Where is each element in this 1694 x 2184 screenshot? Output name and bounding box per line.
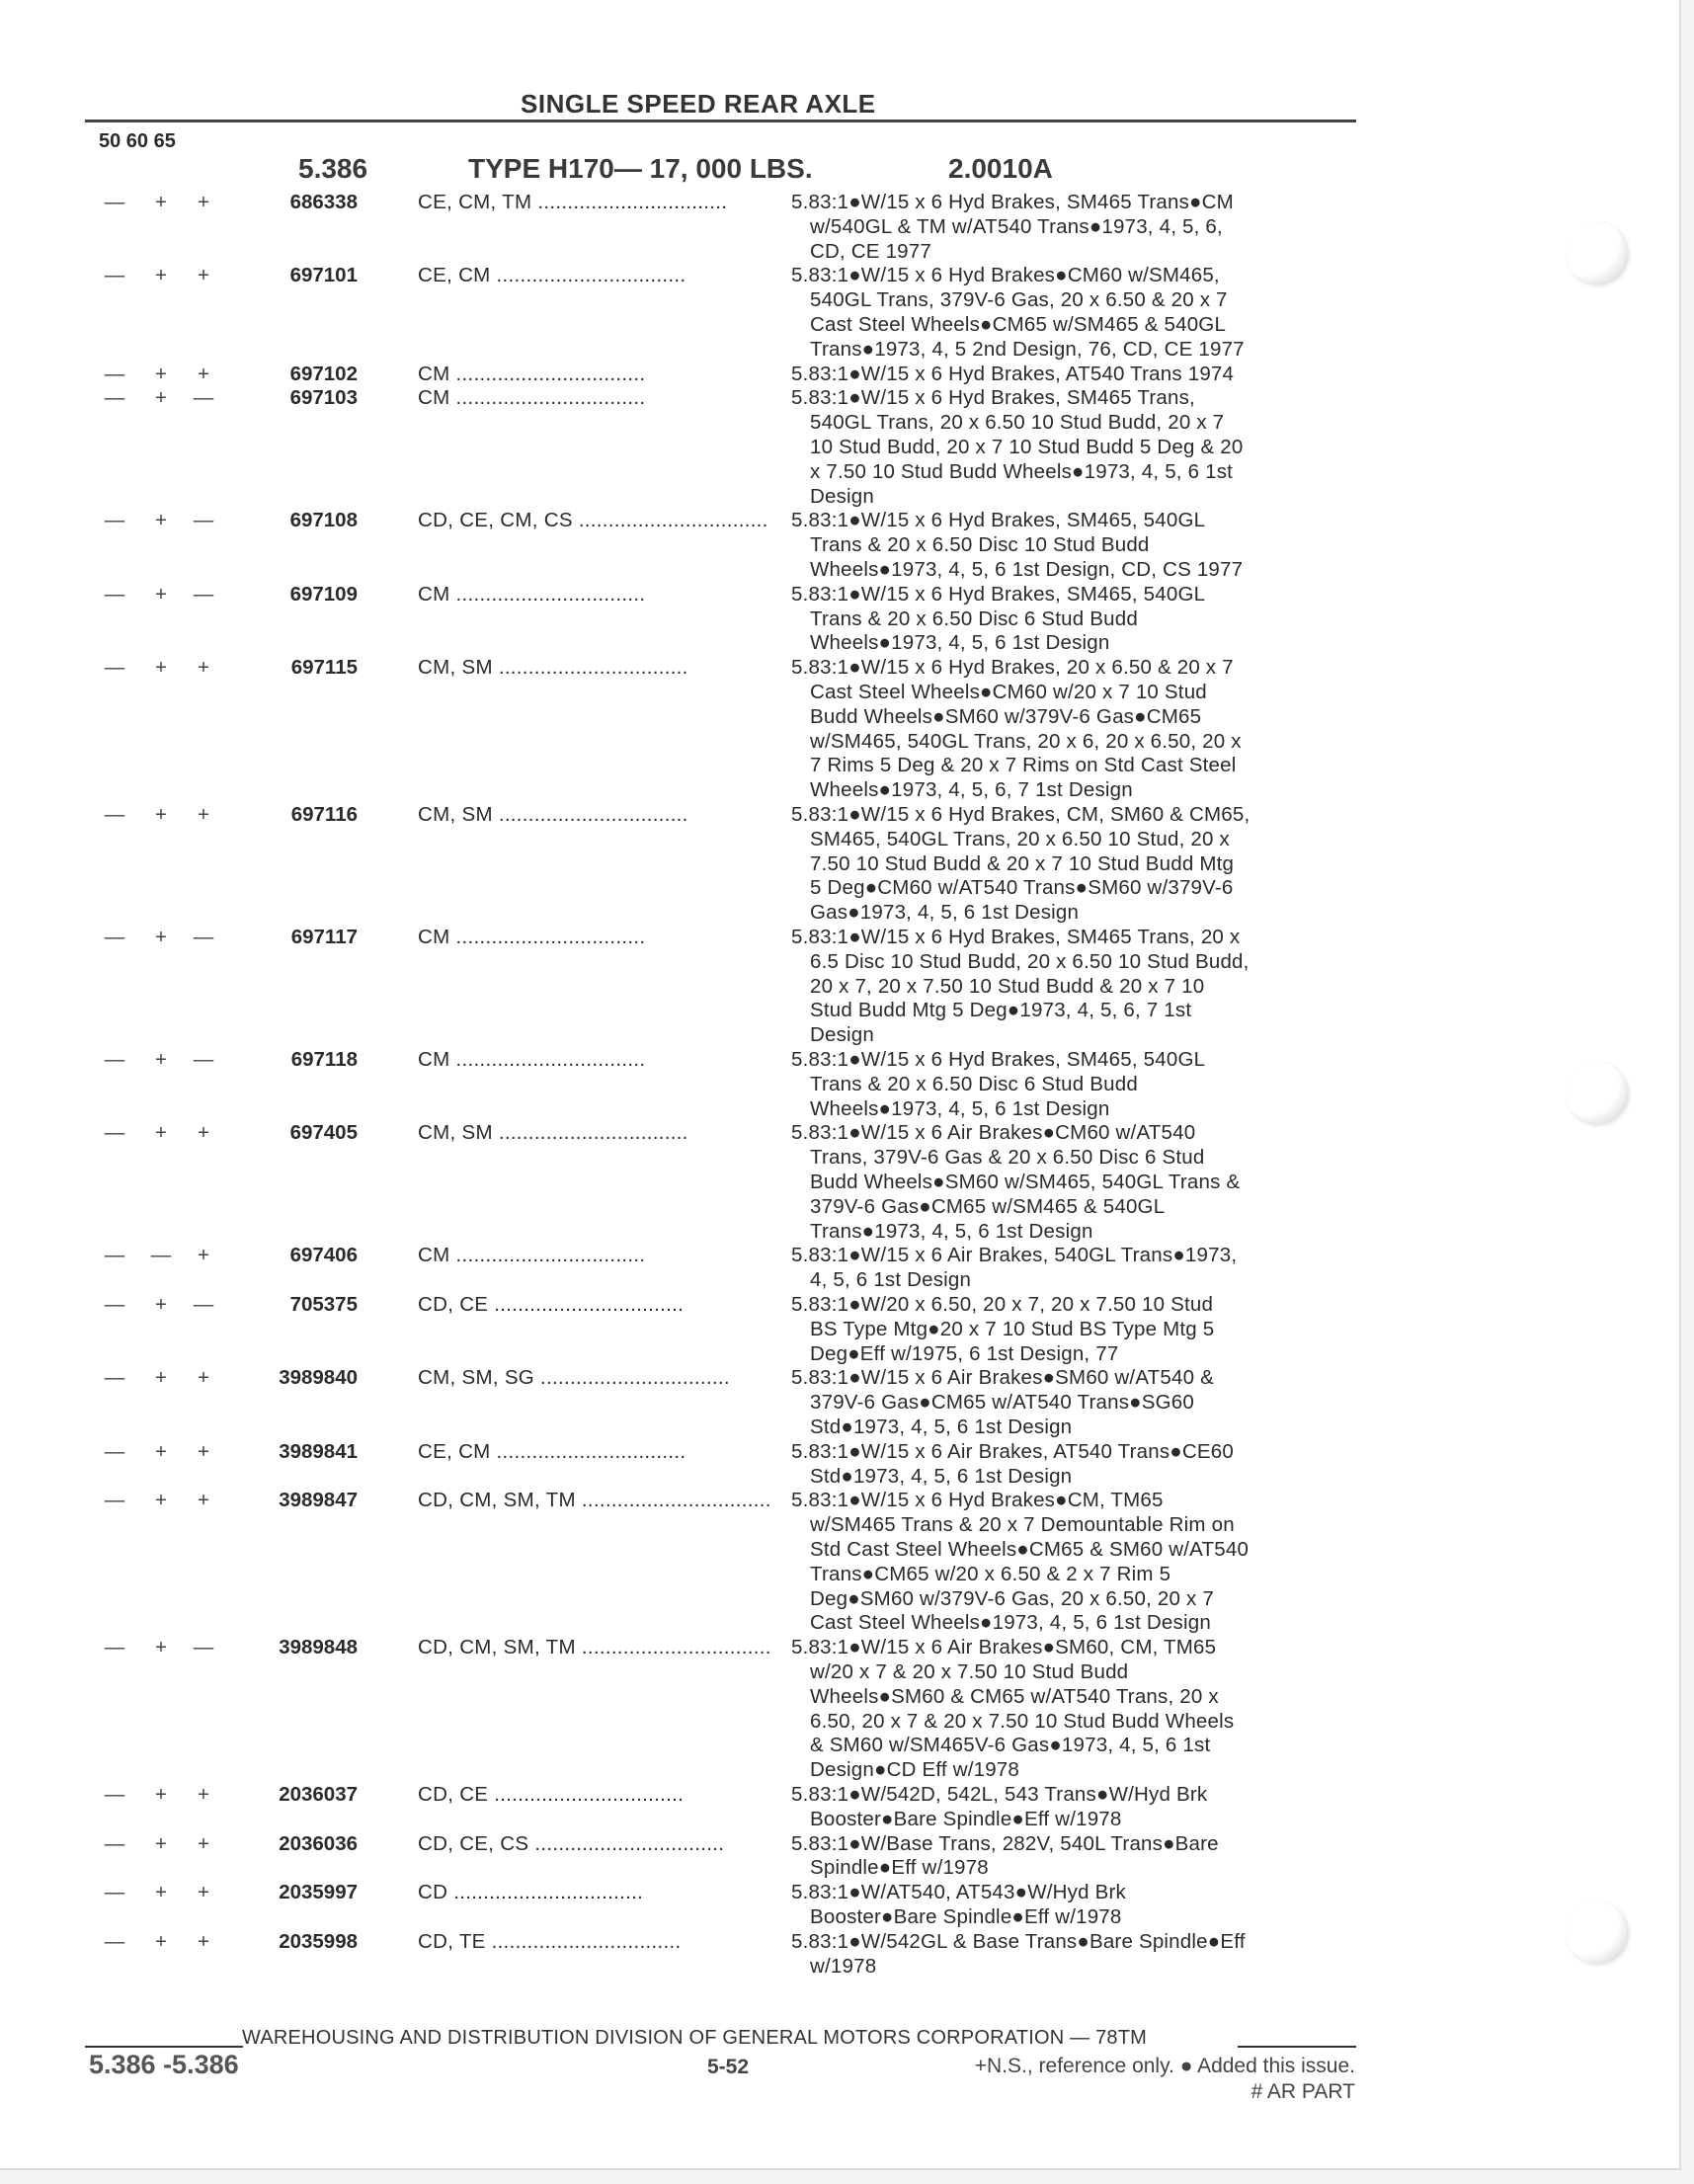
year-1960-mark: + [155,1293,167,1316]
description-line: 5.83:1●W/542D, 542L, 543 Trans●W/Hyd Brk [791,1783,1208,1806]
year-1960-mark: + [155,1489,167,1512]
description-line: 5.83:1●W/542GL & Base Trans●Bare Spindle●Eff [791,1929,1246,1953]
year-1965-mark: — [193,1048,214,1071]
part-number: 2035998 [279,1929,358,1953]
description-line: Booster●Bare Spindle●Eff w/1978 [810,1807,1122,1830]
model-codes: CE, CM ................................ [418,264,686,287]
year-1960-mark: + [155,1366,167,1390]
description-line: BS Type Mtg●20 x 7 10 Stud BS Type Mtg 5 [810,1317,1215,1340]
part-description [791,656,1364,803]
description-line: Booster●Bare Spindle●Eff w/1978 [810,1904,1122,1928]
description-line: Std●1973, 4, 5, 6 1st Design [810,1415,1073,1438]
table-row [0,1881,1383,1930]
description-line: 5.83:1●W/Base Trans, 282V, 540L Trans●Bare [791,1831,1219,1855]
year-1960-mark: + [155,509,167,532]
year-1965-mark: + [198,264,209,287]
table-row [0,1244,1383,1293]
description-line: 6.50, 20 x 7 & 20 x 7.50 10 Stud Budd Wheels [810,1709,1235,1733]
part-number: 697101 [289,264,358,287]
part-description [791,191,1364,264]
year-1965-mark: + [198,1831,209,1855]
year-1960-mark: + [155,1881,167,1904]
description-line: Design [810,484,875,508]
year-1965-mark: + [198,1366,209,1390]
description-line: Wheels●1973, 4, 5, 6 1st Design [810,1096,1110,1120]
year-1950-mark: — [104,1636,125,1659]
description-line: Cast Steel Wheels●CM65 w/SM465 & 540GL [810,312,1227,336]
part-description [791,264,1364,362]
model-codes: CD, CE, CS ................................ [418,1831,725,1855]
year-1960-mark: + [155,1636,167,1659]
description-line: Trans & 20 x 6.50 Disc 10 Stud Budd [810,533,1150,557]
part-number: 697108 [289,509,358,532]
table-row [0,803,1383,926]
year-1965-mark: — [193,509,214,532]
part-number: 697406 [289,1244,358,1267]
part-description [791,1121,1364,1244]
part-number: 3989840 [279,1366,358,1390]
group-type: TYPE H170— 17, 000 LBS. [468,153,813,184]
part-description [791,386,1364,509]
description-line: 5.83:1●W/15 x 6 Hyd Brakes, AT540 Trans 1974 [791,362,1235,385]
page-title: SINGLE SPEED REAR AXLE [521,89,876,119]
year-1965-mark: — [193,1293,214,1316]
description-line: 5.83:1●W/15 x 6 Air Brakes, AT540 Trans●CE60 [791,1439,1234,1463]
description-line: Trans●1973, 4, 5 2nd Design, 76, CD, CE 1977 [810,337,1245,361]
description-line: Trans & 20 x 6.50 Disc 6 Stud Budd [810,607,1138,630]
year-1950-mark: — [104,926,125,948]
description-line: 6.5 Disc 10 Stud Budd, 20 x 6.50 10 Stud Budd, [810,949,1250,973]
description-line: Cast Steel Wheels●1973, 4, 5, 6 1st Design [810,1611,1211,1635]
description-line: Gas●1973, 4, 5, 6 1st Design [810,901,1080,925]
part-description [791,1832,1364,1882]
description-line: 379V-6 Gas●CM65 w/SM465 & 540GL [810,1194,1166,1218]
table-row [0,1930,1383,1980]
description-line: Budd Wheels●SM60 w/379V-6 Gas●CM65 [810,704,1202,728]
model-codes: CM ................................ [418,582,646,606]
table-row [0,264,1383,362]
footer-division: WAREHOUSING AND DISTRIBUTION DIVISION OF GENERAL MOTORS CORPORATION — 78TM [242,2027,1148,2049]
year-1960-mark: + [155,1121,167,1145]
year-1965-mark: + [198,1489,209,1512]
model-codes: CD ................................ [418,1881,644,1904]
description-line: Wheels●1973, 4, 5, 6 1st Design, CD, CS 1977 [810,557,1244,581]
description-line: w/540GL & TM w/AT540 Trans●1973, 4, 5, 6, [810,214,1223,238]
model-codes: CM, SM, SG ................................ [418,1366,730,1390]
part-number: 3989841 [279,1439,358,1463]
part-description [791,1440,1364,1490]
part-number: 3989847 [279,1489,358,1512]
description-line: 5.83:1●W/15 x 6 Hyd Brakes, SM465 Trans●CM [791,191,1234,213]
year-1950-mark: — [104,656,125,680]
part-description [791,583,1364,656]
page-number: 5-52 [707,2056,750,2078]
description-line: w/SM465, 540GL Trans, 20 x 6, 20 x 6.50, 20 x [810,729,1242,753]
description-line: Wheels●1973, 4, 5, 6 1st Design [810,631,1110,655]
description-line: 4, 5, 6 1st Design [810,1268,972,1292]
binder-hole-icon [1566,1062,1627,1123]
description-line: 5.83:1●W/15 x 6 Hyd Brakes, CM, SM60 & CM65, [791,803,1250,826]
year-1960-mark: + [155,1783,167,1806]
footer-rule-left [85,2046,243,2048]
description-line: 540GL Trans, 20 x 6.50 10 Stud Budd, 20 x 7 [810,411,1225,435]
table-row [0,926,1383,1048]
description-line: Wheels●SM60 & CM65 w/AT540 Trans, 20 x [810,1684,1219,1708]
table-row [0,583,1383,656]
year-1965-mark: + [198,362,209,385]
year-1950-mark: — [104,803,125,826]
description-line: x 7.50 10 Stud Budd Wheels●1973, 4, 5, 6 1st [810,459,1234,483]
description-line: 5.83:1●W/15 x 6 Hyd Brakes, SM465, 540GL [791,509,1206,532]
description-line: Trans●CM65 w/20 x 6.50 & 2 x 7 Rim 5 [810,1562,1171,1585]
description-line: Std Cast Steel Wheels●CM65 & SM60 w/AT540 [810,1537,1250,1561]
model-codes: CD, CE, CM, CS ................................ [418,509,768,532]
model-codes: CM ................................ [418,1048,646,1071]
description-line: 5.83:1●W/15 x 6 Hyd Brakes, SM465, 540GL [791,582,1206,606]
year-1950-mark: — [104,1439,125,1463]
model-codes: CM ................................ [418,926,646,948]
description-line: 5.83:1●W/15 x 6 Hyd Brakes, SM465 Trans, 20 x [791,926,1241,948]
model-codes: CM, SM ................................ [418,803,688,826]
part-number: 2036037 [279,1783,358,1806]
model-codes: CD, CM, SM, TM ................................ [418,1636,771,1659]
year-1960-mark: + [155,1439,167,1463]
table-row [0,1366,1383,1439]
part-number: 697118 [290,1048,358,1071]
part-description [791,803,1364,926]
part-description [791,1930,1364,1980]
year-1965-mark: + [198,656,209,680]
year-1965-mark: — [193,926,214,948]
footer-group-range: 5.386 -5.386 [89,2050,239,2079]
description-line: w/SM465 Trans & 20 x 7 Demountable Rim on [810,1513,1235,1537]
year-1960-mark: + [155,191,167,213]
description-line: Budd Wheels●SM60 w/SM465, 540GL Trans & [810,1170,1241,1193]
year-1950-mark: — [104,191,125,213]
year-1960-mark: + [155,656,167,680]
table-row [0,1293,1383,1366]
part-description [791,1489,1364,1636]
year-1965-mark: + [198,1881,209,1904]
description-line: Std●1973, 4, 5, 6 1st Design [810,1464,1073,1488]
table-row [0,1048,1383,1121]
part-number: 697117 [290,926,358,948]
description-line: 5.83:1●W/AT540, AT543●W/Hyd Brk [791,1881,1126,1904]
year-1965-mark: + [198,1929,209,1953]
description-line: Cast Steel Wheels●CM60 w/20 x 7 10 Stud [810,680,1207,703]
year-1965-mark: — [193,1636,214,1659]
description-line: 5.83:1●W/15 x 6 Hyd Brakes, SM465, 540GL [791,1048,1206,1071]
description-line: Design [810,1023,875,1047]
model-codes: CE, CM, TM ................................ [418,191,728,213]
table-row [0,656,1383,803]
part-number: 705375 [289,1293,358,1316]
year-1950-mark: — [104,1293,125,1316]
year-1950-mark: — [104,1783,125,1806]
description-line: 7 Rims 5 Deg & 20 x 7 Rims on Std Cast Steel [810,754,1237,777]
part-description [791,1048,1364,1121]
part-description [791,1636,1364,1783]
part-number: 697116 [290,803,358,826]
model-codes: CM, SM ................................ [418,1121,688,1145]
part-description [791,1293,1364,1366]
description-line: & SM60 w/SM465V-6 Gas●1973, 4, 5, 6 1st [810,1734,1211,1757]
description-line: Trans & 20 x 6.50 Disc 6 Stud Budd [810,1072,1138,1095]
table-row [0,386,1383,509]
year-1960-mark: + [155,1048,167,1071]
table-row [0,1832,1383,1882]
description-line: Trans●1973, 4, 5, 6 1st Design [810,1219,1093,1243]
description-line: 20 x 7, 20 x 7.50 10 Stud Budd & 20 x 7 10 [810,974,1205,998]
model-codes: CD, TE ................................ [418,1929,682,1953]
year-1960-mark: + [155,386,167,410]
part-number: 2035997 [279,1881,358,1904]
description-line: 5.83:1●W/20 x 6.50, 20 x 7, 20 x 7.50 10 Stud [791,1293,1214,1316]
part-description [791,509,1364,582]
year-1965-mark: — [193,582,214,606]
model-codes: CD, CM, SM, TM ................................ [418,1489,771,1512]
description-line: 5.83:1●W/15 x 6 Hyd Brakes●CM, TM65 [791,1489,1164,1512]
year-1950-mark: — [104,1244,125,1267]
table-row [0,191,1383,264]
model-codes: CM ................................ [418,386,646,410]
year-1950-mark: — [104,1121,125,1145]
part-description [791,1366,1364,1439]
description-line: Deg●Eff w/1975, 6 1st Design, 77 [810,1341,1119,1365]
description-line: 5 Deg●CM60 w/AT540 Trans●SM60 w/379V-6 [810,876,1234,900]
description-line: 5.83:1●W/15 x 6 Air Brakes●SM60, CM, TM65 [791,1636,1217,1659]
description-line: Trans, 379V-6 Gas & 20 x 6.50 Disc 6 Stud [810,1146,1205,1170]
year-1965-mark: + [198,1244,209,1267]
year-1965-mark: + [198,1439,209,1463]
table-row [0,1489,1383,1636]
description-line: CD, CE 1977 [810,239,931,263]
group-number: 5.386 [298,153,368,184]
part-description [791,1244,1364,1293]
part-number: 2036036 [279,1831,358,1855]
description-line: 540GL Trans, 379V-6 Gas, 20 x 6.50 & 20 x 7 [810,288,1228,312]
description-line: Wheels●1973, 4, 5, 6, 7 1st Design [810,778,1133,802]
year-1965-mark: — [193,386,214,410]
description-line: w/1978 [810,1954,877,1978]
description-line: 7.50 10 Stud Budd & 20 x 7 10 Stud Budd Mtg [810,851,1235,875]
description-line: 5.83:1●W/15 x 6 Hyd Brakes●CM60 w/SM465, [791,264,1220,287]
year-1960-mark: + [155,1929,167,1953]
year-1960-mark: + [155,803,167,826]
year-1960-mark: — [150,1244,172,1267]
group-code: 2.0010A [948,153,1053,184]
year-1960-mark: + [155,1831,167,1855]
description-line: Spindle●Eff w/1978 [810,1856,989,1880]
table-row [0,1121,1383,1244]
part-number: 686338 [289,191,358,213]
footer-ar-part: # AR PART [1250,2080,1355,2103]
year-1960-mark: + [155,926,167,948]
description-line: 5.83:1●W/15 x 6 Air Brakes●CM60 w/AT540 [791,1121,1196,1145]
description-line: 5.83:1●W/15 x 6 Air Brakes●SM60 w/AT540 & [791,1366,1214,1390]
year-1950-mark: — [104,1929,125,1953]
footer-rule-right [1238,2046,1356,2048]
table-row [0,1440,1383,1490]
part-number: 697115 [290,656,358,680]
description-line: 10 Stud Budd, 20 x 7 10 Stud Budd 5 Deg & 20 [810,435,1244,458]
table-row [0,1783,1383,1832]
title-rule [85,120,1356,122]
year-1960-mark: + [155,362,167,385]
year-1950-mark: — [104,509,125,532]
table-row [0,1636,1383,1783]
description-line: 5.83:1●W/15 x 6 Hyd Brakes, SM465 Trans, [791,386,1195,410]
year-columns-header: 50 60 65 [99,130,176,152]
year-1965-mark: + [198,191,209,213]
model-codes: CD, CE ................................ [418,1293,685,1316]
model-codes: CE, CM ................................ [418,1439,686,1463]
year-1950-mark: — [104,582,125,606]
table-row [0,509,1383,582]
description-line: w/20 x 7 & 20 x 7.50 10 Stud Budd [810,1659,1129,1683]
description-line: 5.83:1●W/15 x 6 Hyd Brakes, 20 x 6.50 & 20 x 7 [791,656,1234,680]
year-1950-mark: — [104,1881,125,1904]
year-1950-mark: — [104,362,125,385]
description-line: Stud Budd Mtg 5 Deg●1973, 4, 5, 6, 7 1st [810,999,1192,1022]
year-1950-mark: — [104,1831,125,1855]
part-description [791,363,1364,387]
description-line: Design●CD Eff w/1978 [810,1758,1019,1782]
footer-legend: +N.S., reference only. ● Added this issue. [974,2055,1355,2077]
year-1965-mark: + [198,1121,209,1145]
table-row [0,363,1383,387]
part-description [791,1783,1364,1832]
binder-hole-icon [1566,222,1627,283]
part-description [791,926,1364,1048]
description-line: 5.83:1●W/15 x 6 Air Brakes, 540GL Trans●1973, [791,1244,1238,1267]
part-number: 697109 [289,582,358,606]
part-description [791,1881,1364,1930]
year-1965-mark: + [198,803,209,826]
model-codes: CD, CE ................................ [418,1783,685,1806]
year-1950-mark: — [104,264,125,287]
year-1950-mark: — [104,386,125,410]
year-1960-mark: + [155,582,167,606]
description-line: 379V-6 Gas●CM65 w/AT540 Trans●SG60 [810,1391,1194,1415]
model-codes: CM ................................ [418,362,646,385]
description-line: SM465, 540GL Trans, 20 x 6.50 10 Stud, 20 x [810,827,1230,850]
part-number: 697102 [289,362,358,385]
description-line: Deg●SM60 w/379V-6 Gas, 20 x 6.50, 20 x 7 [810,1586,1214,1610]
year-1950-mark: — [104,1048,125,1071]
part-number: 697103 [289,386,358,410]
model-codes: CM, SM ................................ [418,656,688,680]
year-1965-mark: + [198,1783,209,1806]
binder-hole-icon [1566,1901,1627,1963]
part-number: 3989848 [279,1636,358,1659]
year-1950-mark: — [104,1366,125,1390]
model-codes: CM ................................ [418,1244,646,1267]
year-1950-mark: — [104,1489,125,1512]
part-number: 697405 [289,1121,358,1145]
year-1960-mark: + [155,264,167,287]
